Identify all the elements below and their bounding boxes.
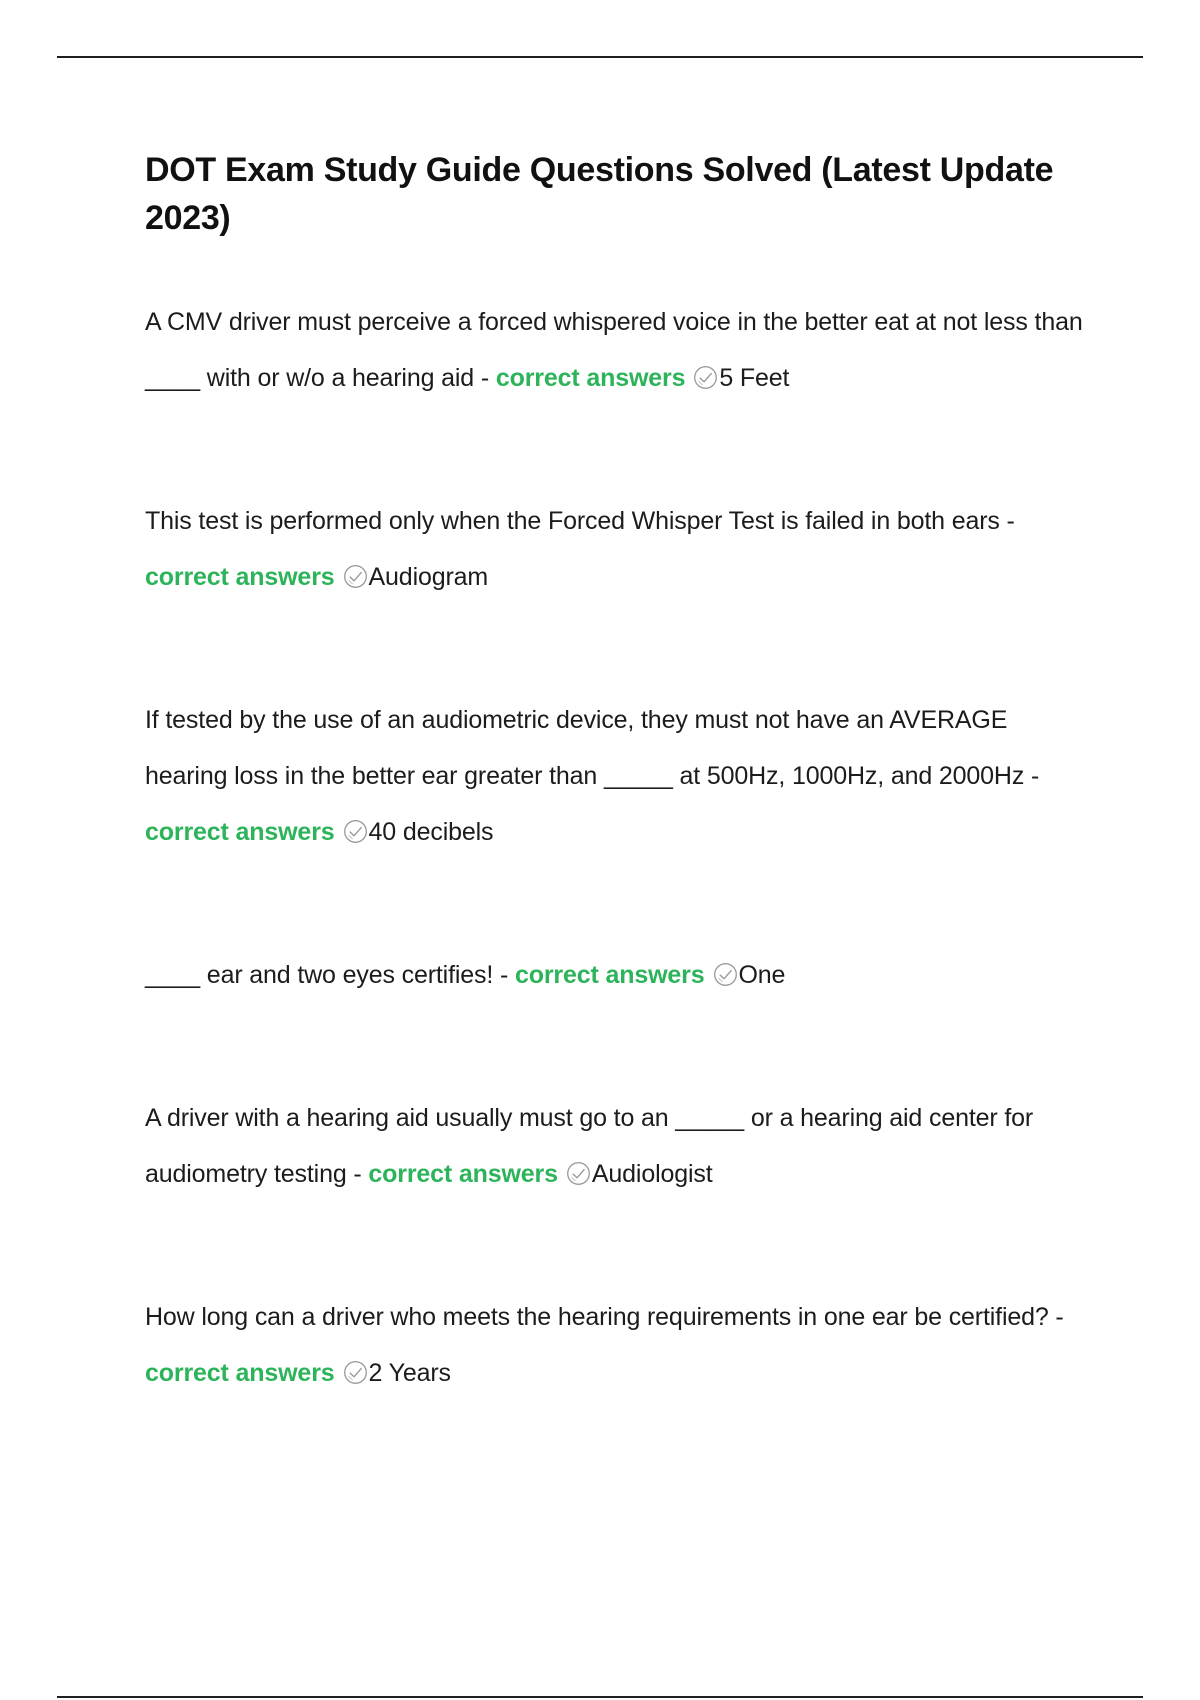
question-text: This test is performed only when the Forced Whisper Test is failed in both ears xyxy=(145,507,1000,535)
document-title: DOT Exam Study Guide Questions Solved (Latest Update 2023) xyxy=(145,151,1054,237)
qa-item xyxy=(145,692,1090,860)
qa-item xyxy=(145,1090,1090,1202)
answer-text: Audiologist xyxy=(591,1160,713,1188)
answer-text: Audiogram xyxy=(368,563,489,591)
answer-label: correct answers xyxy=(495,364,686,392)
document-body xyxy=(145,146,1090,1401)
separator: - xyxy=(1048,1303,1064,1331)
question-text: A CMV driver must perceive a forced whispered voice in the better eat at not less than ____ with or w/o a hearing aid xyxy=(145,308,1083,392)
qa-item xyxy=(145,294,1090,406)
question-text: ____ ear and two eyes certifies! xyxy=(145,961,494,989)
answer-text: 2 Years xyxy=(368,1359,451,1387)
bottom-divider xyxy=(57,1696,1143,1698)
separator: - xyxy=(346,1160,369,1188)
answer-label: correct answers xyxy=(145,818,335,846)
check-circle-icon xyxy=(713,962,738,987)
question-text: A driver with a hearing aid usually must go to an _____ or a hearing aid center for audiometry testing xyxy=(145,1104,1034,1188)
answer-label: correct answers xyxy=(145,1359,335,1387)
separator: - xyxy=(999,507,1015,535)
separator: - xyxy=(474,364,496,392)
qa-item xyxy=(145,947,1090,1003)
separator: - xyxy=(493,961,515,989)
qa-list xyxy=(145,294,1090,1401)
check-circle-icon xyxy=(343,564,368,589)
answer-label: correct answers xyxy=(368,1160,558,1188)
check-circle-icon xyxy=(343,1360,368,1385)
check-circle-icon xyxy=(693,365,718,390)
answer-label: correct answers xyxy=(145,563,335,591)
qa-item xyxy=(145,1289,1090,1401)
question-text: How long can a driver who meets the hearing requirements in one ear be certified? xyxy=(145,1303,1049,1331)
check-circle-icon xyxy=(343,819,368,844)
qa-item xyxy=(145,493,1090,605)
answer-text: 5 Feet xyxy=(719,364,790,392)
answer-text: One xyxy=(738,961,786,989)
top-divider xyxy=(57,56,1143,58)
question-text: If tested by the use of an audiometric device, they must not have an AVERAGE hearing loss in the better ear greater than _____ at 500Hz, 1000Hz, and 2000Hz xyxy=(145,706,1025,790)
answer-text: 40 decibels xyxy=(368,818,494,846)
answer-label: correct answers xyxy=(514,961,705,989)
check-circle-icon xyxy=(566,1161,591,1186)
separator: - xyxy=(1024,762,1040,790)
